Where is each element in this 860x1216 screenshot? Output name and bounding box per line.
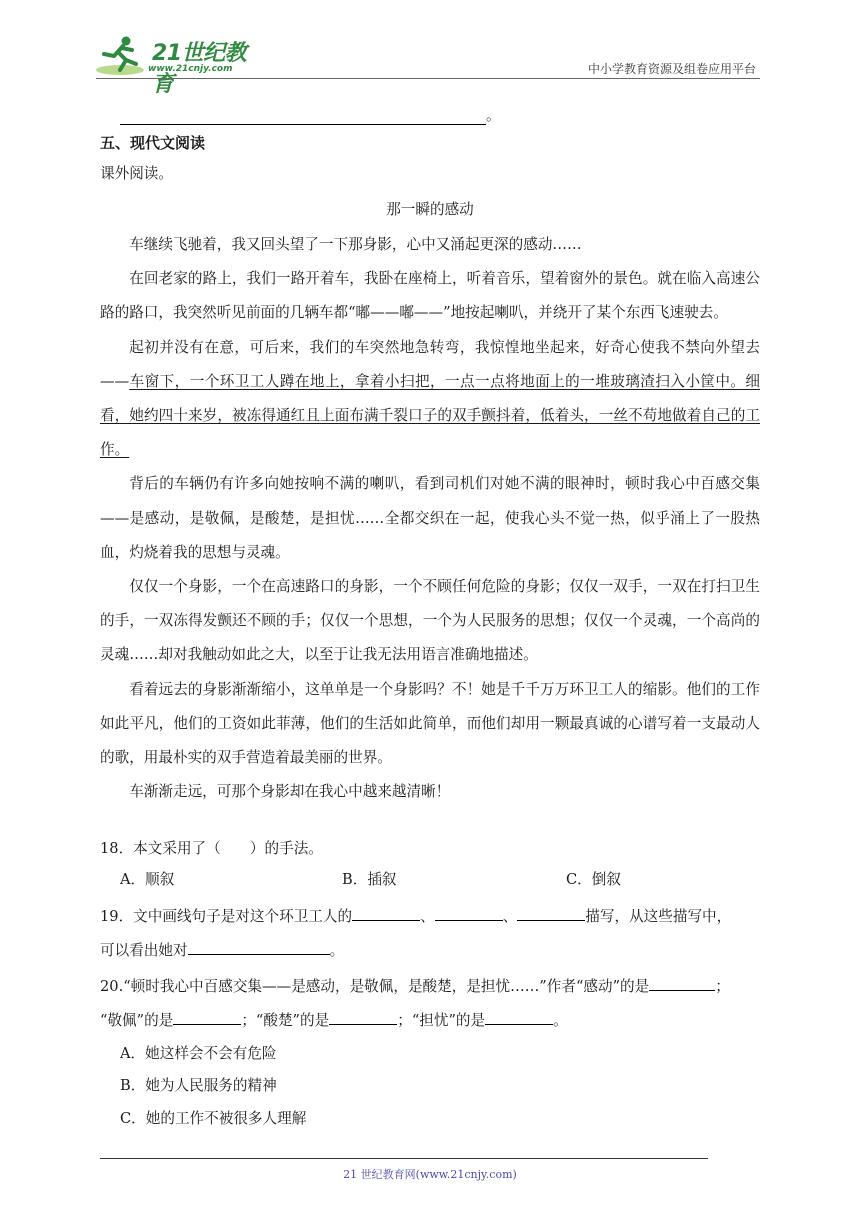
answer-blank[interactable]	[173, 1008, 241, 1025]
paragraph-3	[100, 331, 760, 468]
section-instruction: 课外阅读。	[100, 165, 173, 182]
site-logo[interactable]	[96, 34, 266, 97]
question-19-line-2: 可以看出她对 。	[100, 934, 760, 968]
answer-blank[interactable]	[188, 938, 330, 955]
question-19: 19．文中画线句子是对这个环卫工人的 、 、 描写，从这些描写中，	[100, 900, 760, 934]
question-20-line-2: “敬佩”的是 ；“酸楚”的是 ；“担忧”的是 。	[100, 1004, 760, 1038]
paragraph-3-text: 起初并没有在意，可后来，我们的车突然地急转弯，我惊惶地坐起来，好奇心使我不禁向外望去——	[100, 338, 760, 390]
option-a[interactable]: A．顺叙	[120, 871, 175, 888]
answer-blank[interactable]	[435, 904, 503, 921]
paragraph-6: 看着远去的身影渐渐缩小，这单单是一个身影吗？不！她是千千万万环卫工人的缩影。他们的工作如此平凡，他们的工资如此菲薄，他们的生活如此简单，而他们却用一颗最真诚的心谱写着一支最动人的歌，用最朴实的双手营造着最美丽的世界。	[100, 680, 760, 767]
paragraph-7: 车渐渐走远，可那个身影却在我心中越来越清晰！	[129, 783, 451, 801]
platform-name: 中小学教育资源及组卷应用平台	[587, 62, 756, 76]
footer-divider	[100, 1158, 708, 1159]
runner-logo-icon	[96, 34, 150, 78]
answer-blank[interactable]	[329, 1008, 397, 1025]
article-body	[100, 228, 760, 809]
option-a[interactable]: A．她这样会不会有危险	[120, 1045, 277, 1062]
paragraph-5: 仅仅一个身影，一个在高速路口的身影，一个不顾任何危险的身影；仅仅一双手，一双在打扫卫生的手，一双冻得发颤还不顾的手；仅仅一个思想，一个为人民服务的思想；仅仅一个灵魂，一个高尚的灵魂……却对我触动如此之大，以至于让我无法用语言准确地描述。	[100, 578, 760, 664]
logo-text: 21世纪教育	[152, 41, 247, 97]
option-c[interactable]: C．倒叙	[566, 871, 621, 888]
option-b[interactable]: B．插叙	[342, 871, 397, 888]
answer-blank[interactable]	[120, 106, 486, 125]
question-20: 20.“顿时我心中百感交集——是感动，是敬佩，是酸楚，是担忧……”作者“感动”的是 ；	[100, 970, 760, 1004]
answer-blank[interactable]	[485, 1008, 553, 1025]
page-header	[96, 30, 760, 97]
section-title: 五、现代文阅读	[100, 134, 206, 152]
paragraph-2: 在回老家的路上，我们一路开着车，我卧在座椅上，听着音乐，望着窗外的景色。就在临入高速公路的路口，我突然听见前面的几辆车都“嘟——嘟——”地按起喇叭，并绕开了某个东西飞速驶去。	[100, 270, 760, 322]
logo-url: www.21cnjy.com	[148, 64, 233, 74]
answer-blank[interactable]	[352, 904, 420, 921]
paragraph-4: 背后的车辆仍有许多向她按响不满的喇叭，看到司机们对她不满的眼神时，顿时我心中百感交集——是感动，是敬佩，是酸楚，是担忧……全都交织在一起，使我心头不觉一热，似乎涌上了一股热血，灼烧着我的思想与灵魂。	[100, 475, 760, 561]
question-18: 18．本文采用了（ ）的手法。	[100, 840, 323, 857]
answer-blank[interactable]	[649, 974, 715, 991]
answer-blank[interactable]	[517, 904, 585, 921]
header-divider	[96, 78, 760, 79]
paragraph-1: 车继续飞驰着，我又回头望了一下那身影，心中又涌起更深的感动……	[129, 236, 582, 253]
answer-line: 。	[120, 104, 501, 125]
option-b[interactable]: B．她为人民服务的精神	[120, 1077, 277, 1094]
article-title: 那一瞬的感动	[386, 201, 474, 218]
underlined-sentence: 车窗下，一个环卫工人蹲在地上，拿着小扫把，一点一点将地面上的一堆玻璃渣扫入小筐中。细看，她约四十来岁，被冻得通红且上面布满千裂口子的双手颤抖着，低着头，一丝不苟地做着自己的工作。	[100, 372, 760, 459]
option-c[interactable]: C．她的工作不被很多人理解	[120, 1110, 307, 1127]
page-footer[interactable]: 21 世纪教育网(www.21cnjy.com)	[343, 1168, 517, 1181]
